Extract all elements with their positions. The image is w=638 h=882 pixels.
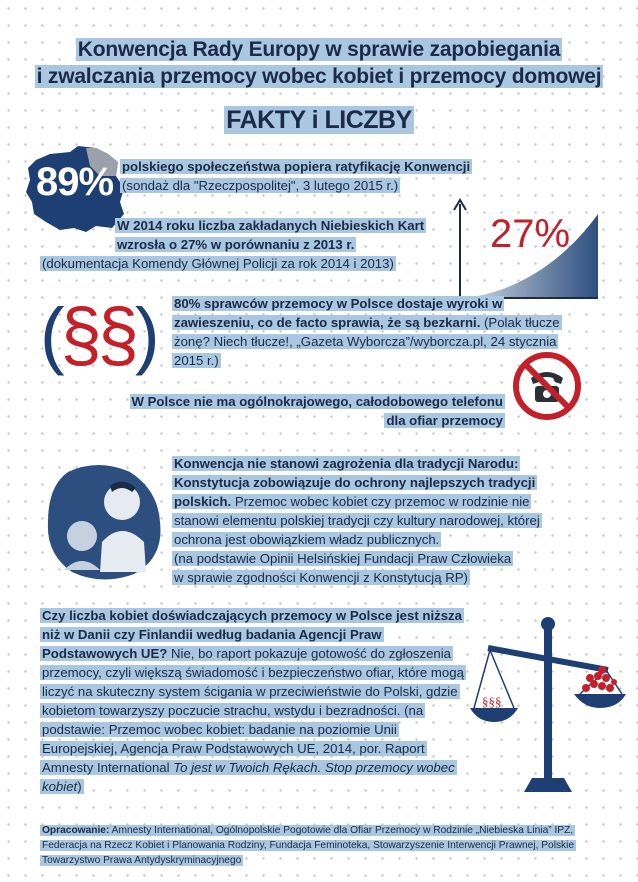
page-subtitle xyxy=(0,106,638,135)
title-line-1: Konwencja Rady Europy w sprawie zapobiegania xyxy=(77,38,561,61)
fact6-source-suffix: ) xyxy=(77,779,82,794)
fact2-block xyxy=(40,216,460,273)
fact6-source-prefix: (na podstawie: Przemoc wobec kobiet: badanie na poziomie Unii Europejskiej, Agencja Praw Podstawowych UE, 2014, por. Raport Amnesty International xyxy=(42,703,425,775)
no-phone-icon xyxy=(511,350,583,422)
fact3-source: (Polak tłucze żonę? Niech tłucze!, „Gazeta Wyborcza”/wyborcza.pl, 24 stycznia 2015 r.) xyxy=(174,315,560,368)
svg-text:§§§: §§§ xyxy=(482,694,502,709)
fact5-bold: Konwencja nie stanowi zagrożenia dla tradycji Narodu: Konstytucja zobowiązuje do ochrony najlepszych tradycji polskich. xyxy=(174,456,536,509)
fact5-text: Przemoc wobec kobiet czy przemoc w rodzinie nie stanowi elementu polskiej tradycji czy kultury narodowej, której ochrona jest obowiązkiem władz publicznych. xyxy=(174,494,540,547)
fact6-bold: Czy liczba kobiet doświadczających przemocy w Polsce jest niższa niż w Danii czy Finlandii według badania Agencji Praw Podstawowych UE? xyxy=(42,608,462,661)
fact1-block xyxy=(120,157,500,195)
fact5-source-line2: w sprawie zgodności Konwencji z Konstytucją RP) xyxy=(174,570,468,585)
fact2-chart-stat: 27% xyxy=(490,212,571,256)
footer-label: Opracowanie: xyxy=(42,825,110,836)
page-title xyxy=(0,36,638,90)
fact1-source: (sondaż dla "Rzeczpospolitej", 3 lutego 2015 r.) xyxy=(122,178,399,193)
fact4-block xyxy=(100,392,505,430)
subtitle-text: FAKTY i LICZBY xyxy=(226,106,412,134)
fact5-block xyxy=(172,454,567,587)
portraits-illustration xyxy=(38,462,173,582)
paragraph-close-paren: ) xyxy=(134,293,156,376)
fact4-line1: W Polsce nie ma ogólnokrajowego, całodobowego telefonu xyxy=(131,394,503,409)
paragraph-marks: §§ xyxy=(60,293,135,376)
fact1-text: polskiego społeczeństwa popiera ratyfikację Konwencji xyxy=(122,159,471,174)
fact1-stat: 89% xyxy=(36,160,114,204)
footer-credits xyxy=(40,823,600,868)
fact6-text: Nie, bo raport pokazuje gotowość do zgłoszenia przemocy, czyli większą świadomość i bezpieczeństwo ofiar, które mogą liczyć na skuteczny system ścigania w przeciwieństwie do Polski, gdzie kobietom towarzyszy poczucie strachu, wstydu i bezradności. xyxy=(42,646,464,718)
fact6-block xyxy=(40,606,470,796)
fact3-bold: 80% sprawców przemocy w Polsce dostaje wyroki w zawieszeniu, co de facto sprawia, że są bezkarni. xyxy=(174,296,503,330)
fact4-line2: dla ofiar przemocy xyxy=(386,413,503,428)
fact2-line2: wzrosła o 27% w porównaniu z 2013 r. xyxy=(117,237,355,252)
scales-icon xyxy=(468,612,628,812)
fact2-source: (dokumentacja Komendy Głównej Policji za rok 2014 i 2013) xyxy=(42,256,394,271)
fact5-source-line1: (na podstawie Opinii Helsińskiej Fundacji Praw Człowieka xyxy=(174,551,512,566)
paragraph-symbol-icon xyxy=(40,292,156,377)
fact6-source-italic: To jest w Twoich Rękach. Stop przemocy wobec kobiet xyxy=(42,760,455,794)
title-line-2: i zwalczania przemocy wobec kobiet i przemocy domowej xyxy=(36,65,602,88)
footer-text: Amnesty International, Ogólnopolskie Pogotowie dla Ofiar Przemocy w Rodzinie „Niebieska Linia” IPZ, Federacja na Rzecz Kobiet i Planowania Rodziny, Fundacja Feminoteka, Stowarzyszenie Interwencji Prawnej, Polskie Towarzystwo Prawa Antydyskryminacyjnego xyxy=(42,825,575,866)
fact3-block xyxy=(172,294,567,370)
fact2-line1: W 2014 roku liczba zakładanych Niebieskich Kart xyxy=(117,218,425,233)
paragraph-open-paren: ( xyxy=(40,293,61,376)
